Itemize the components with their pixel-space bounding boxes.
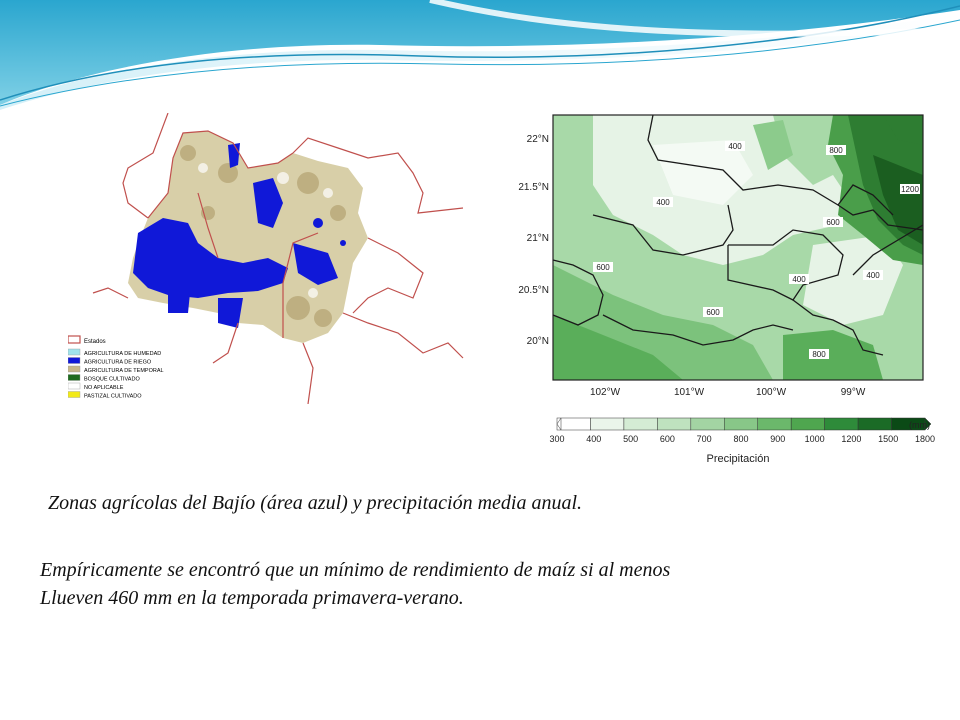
caption-finding	[40, 556, 670, 612]
colorbar-bin	[657, 418, 690, 430]
colorbar-tick-label: 1200	[841, 434, 862, 444]
colorbar-tick-label: 500	[623, 434, 639, 444]
lat-label: 20°N	[526, 336, 549, 347]
lat-label: 21°N	[526, 233, 549, 244]
legend-swatch	[68, 383, 80, 389]
svg-text:600: 600	[596, 263, 610, 272]
lon-label: 102°W	[589, 387, 621, 398]
colorbar-title: Precipitación	[706, 453, 770, 465]
svg-text:400: 400	[728, 142, 742, 151]
lon-label: 100°W	[755, 387, 787, 398]
legend-swatch	[68, 392, 80, 398]
svg-text:600: 600	[826, 218, 840, 227]
colorbar-tick-label: 400	[586, 434, 602, 444]
lat-label: 21.5°N	[518, 182, 549, 193]
legend-swatch	[68, 375, 80, 381]
contour-label	[789, 274, 809, 284]
colorbar-bin	[724, 418, 757, 430]
contour-label	[593, 262, 613, 272]
contour-label	[725, 141, 745, 151]
svg-text:800: 800	[812, 350, 826, 359]
colorbar-tick-label: 700	[696, 434, 712, 444]
agricultural-zones-map	[68, 113, 483, 404]
legend-swatch	[68, 366, 80, 372]
legend-item-label: BOSQUE CULTIVADO	[84, 376, 140, 383]
legend-item-label: AGRICULTURA DE RIEGO	[84, 359, 152, 366]
lon-label: 99°W	[840, 387, 866, 398]
caption-finding-line2: Llueven 460 mm en la temporada primavera-verano.	[40, 587, 464, 609]
legend-item-label: AGRICULTURA DE HUMEDAD	[84, 351, 162, 357]
lat-label: 22°N	[526, 134, 549, 145]
colorbar-tick-label: 1000	[804, 434, 825, 444]
svg-text:1200: 1200	[901, 185, 919, 194]
contour-label	[653, 197, 673, 207]
caption-map-description: Zonas agrícolas del Bajío (área azul) y precipitación media anual.	[48, 492, 583, 514]
colorbar-bin	[825, 418, 858, 430]
caption-finding-line1: Empíricamente se encontró que un mínimo de rendimiento de maíz si al menos	[40, 559, 671, 581]
header-wave	[0, 0, 960, 110]
colorbar-tick-label: 600	[659, 434, 675, 444]
colorbar-tick-label: 1500	[878, 434, 899, 444]
colorbar-bin	[691, 418, 724, 430]
legend-item-label: NO APLICABLE	[84, 385, 124, 391]
colorbar-tick-label: 800	[733, 434, 749, 444]
legend-item-label: PASTIZAL CULTIVADO	[84, 393, 142, 400]
colorbar-bin	[590, 418, 623, 430]
legend-states-label: Estados	[84, 339, 106, 345]
colorbar-tick-label: 1800	[914, 434, 935, 444]
precipitation-map	[505, 110, 935, 470]
contour-label	[823, 217, 843, 227]
svg-text:600: 600	[706, 308, 720, 317]
colorbar-tick-label: 900	[770, 434, 786, 444]
svg-text:400: 400	[656, 198, 670, 207]
colorbar-bin	[791, 418, 824, 430]
contour-label	[863, 270, 883, 280]
colorbar-bin	[758, 418, 791, 430]
lon-label: 101°W	[673, 387, 705, 398]
legend-swatch	[68, 358, 80, 364]
legend-swatch	[68, 349, 80, 355]
contour-label	[900, 184, 920, 194]
svg-text:800: 800	[829, 146, 843, 155]
legend-item-label: AGRICULTURA DE TEMPORAL	[84, 368, 164, 374]
colorbar-tick-label: 300	[549, 434, 565, 444]
lat-label: 20.5°N	[518, 285, 549, 296]
colorbar-bin	[557, 418, 590, 430]
contour-label	[809, 349, 829, 359]
svg-text:400: 400	[792, 275, 806, 284]
colorbar-bin	[624, 418, 657, 430]
colorbar-unit: (mm)	[909, 420, 930, 430]
contour-label	[703, 307, 723, 317]
svg-text:400: 400	[866, 271, 880, 280]
contour-label	[826, 145, 846, 155]
colorbar-bin	[858, 418, 891, 430]
